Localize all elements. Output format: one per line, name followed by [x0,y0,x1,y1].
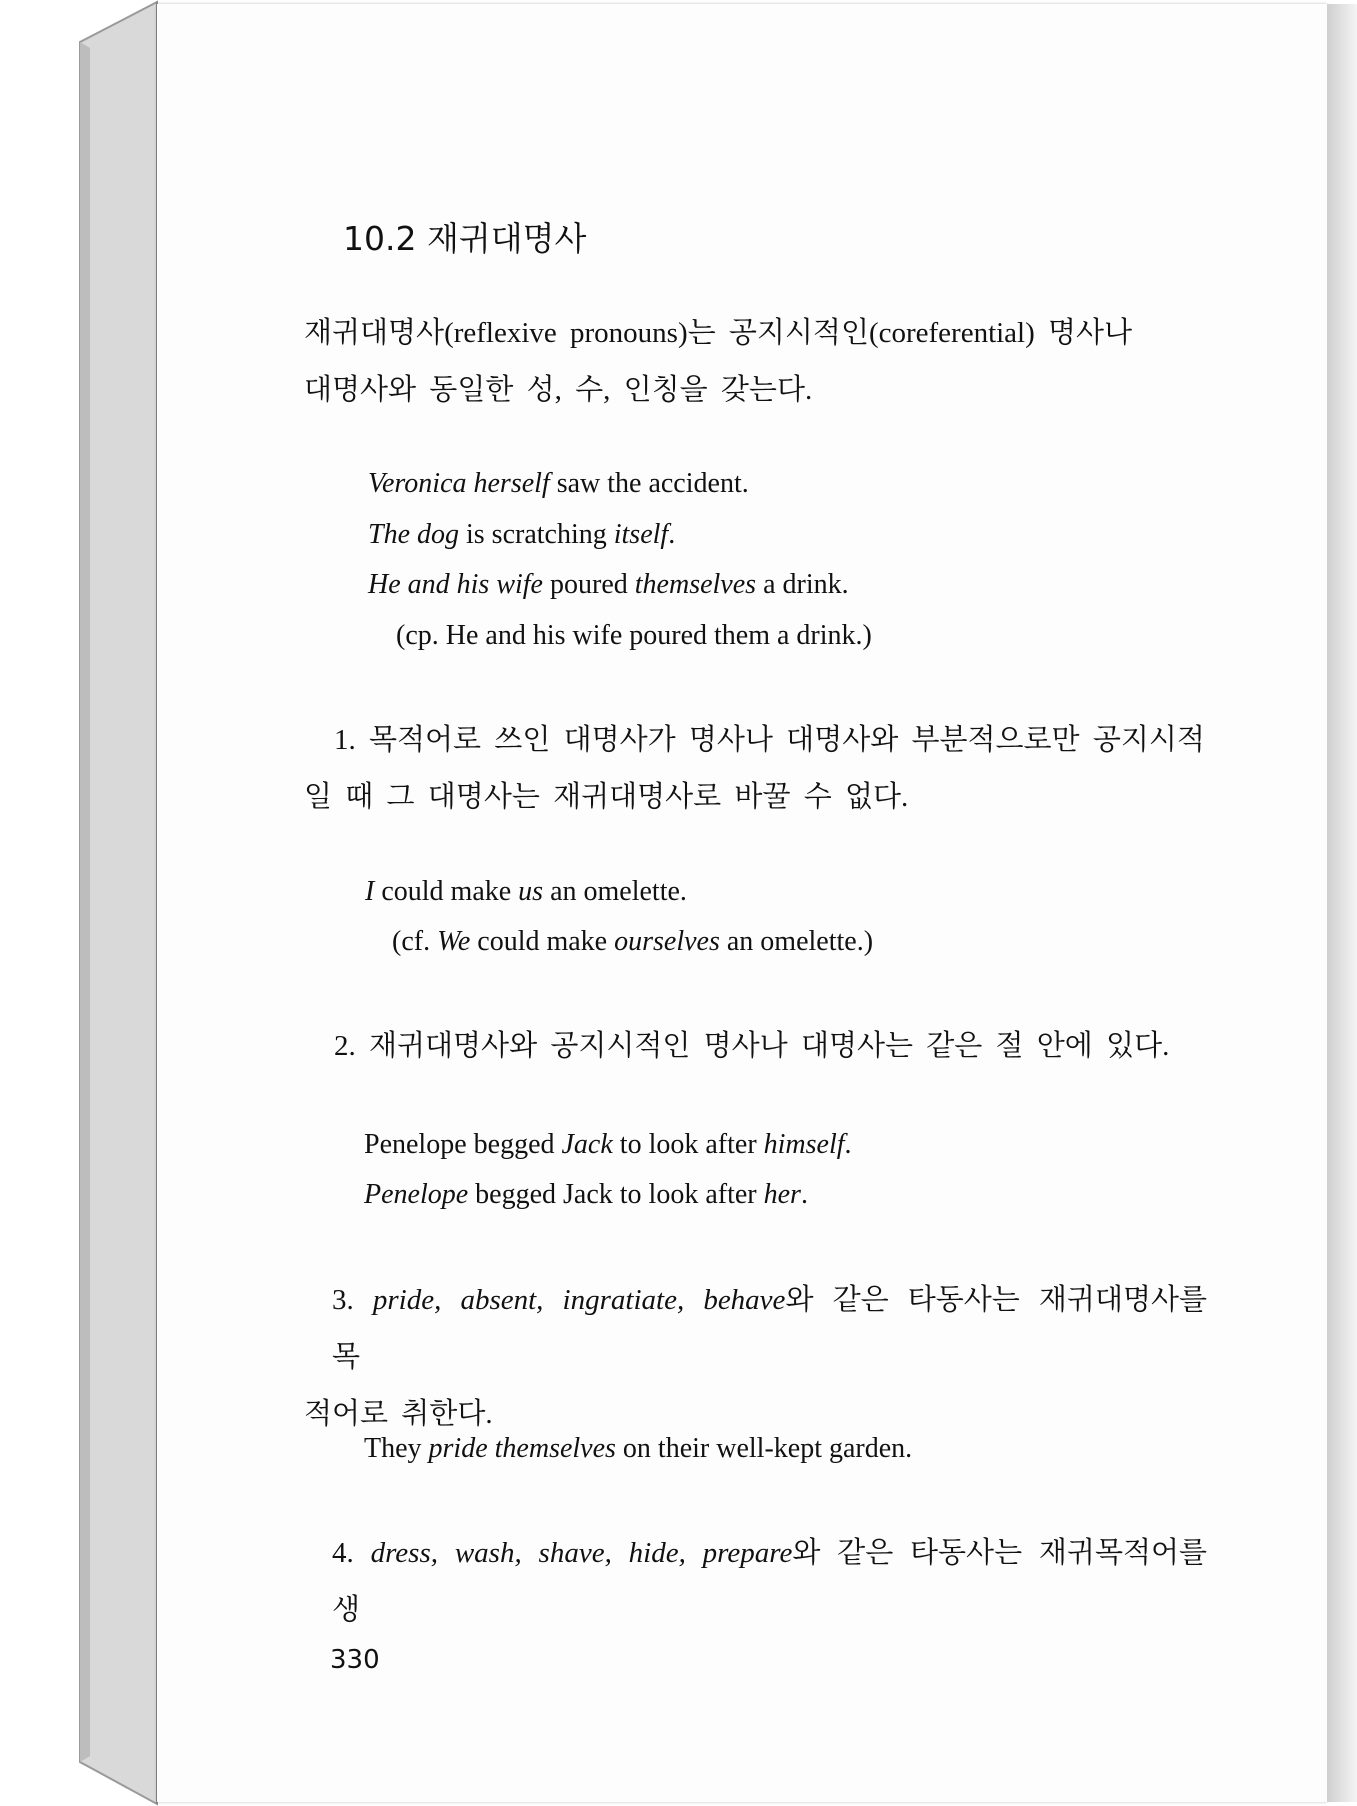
example-line: I could make us an omelette. [365,876,687,907]
page-edge-shadow [1327,4,1357,1802]
rule-3-line-1: 3. pride, absent, ingratiate, behave와 같은 타동사는 재귀대명사를 목 [332,1284,1207,1373]
example-line: Penelope begged Jack to look after her. [364,1179,808,1210]
example-line: The dog is scratching itself. [368,519,676,550]
example-note: (cf. We could make ourselves an omelette.) [392,926,874,957]
example-line: They pride themselves on their well-kept garden. [364,1433,913,1464]
rule-2: 2. 재귀대명사와 공지시적인 명사나 대명사는 같은 절 안에 있다. [334,1030,1170,1062]
intro-line-2: 대명사와 동일한 성, 수, 인칭을 갖는다. [304,374,813,406]
intro-line-1: 재귀대명사(reflexive pronouns)는 공지시적인(coreferential) 명사나 [304,317,1133,349]
example-line: Veronica herself saw the accident. [368,468,749,499]
page-number: 330 [330,1645,380,1675]
rule-4-line-1: 4. dress, wash, shave, hide, prepare와 같은 타동사는 재귀목적어를 생 [332,1537,1208,1626]
rule-3-line-2: 적어로 취한다. [304,1398,493,1430]
example-line: He and his wife poured themselves a drink. [368,569,849,600]
rule-1 [304,712,1207,826]
example-line: Penelope begged Jack to look after himself. [364,1129,852,1160]
section-heading: 10.2 재귀대명사 [343,219,587,258]
intro-paragraph [304,305,1207,419]
rule-1-line-1: 1. 목적어로 쓰인 대명사가 명사나 대명사와 부분적으로만 공지시적 [334,724,1205,756]
rule-1-line-2: 일 때 그 대명사는 재귀대명사로 바꿀 수 없다. [304,781,909,813]
rule-3 [304,1272,1207,1443]
rule-4 [304,1525,1207,1639]
example-note: (cp. He and his wife poured them a drink.) [396,620,872,651]
